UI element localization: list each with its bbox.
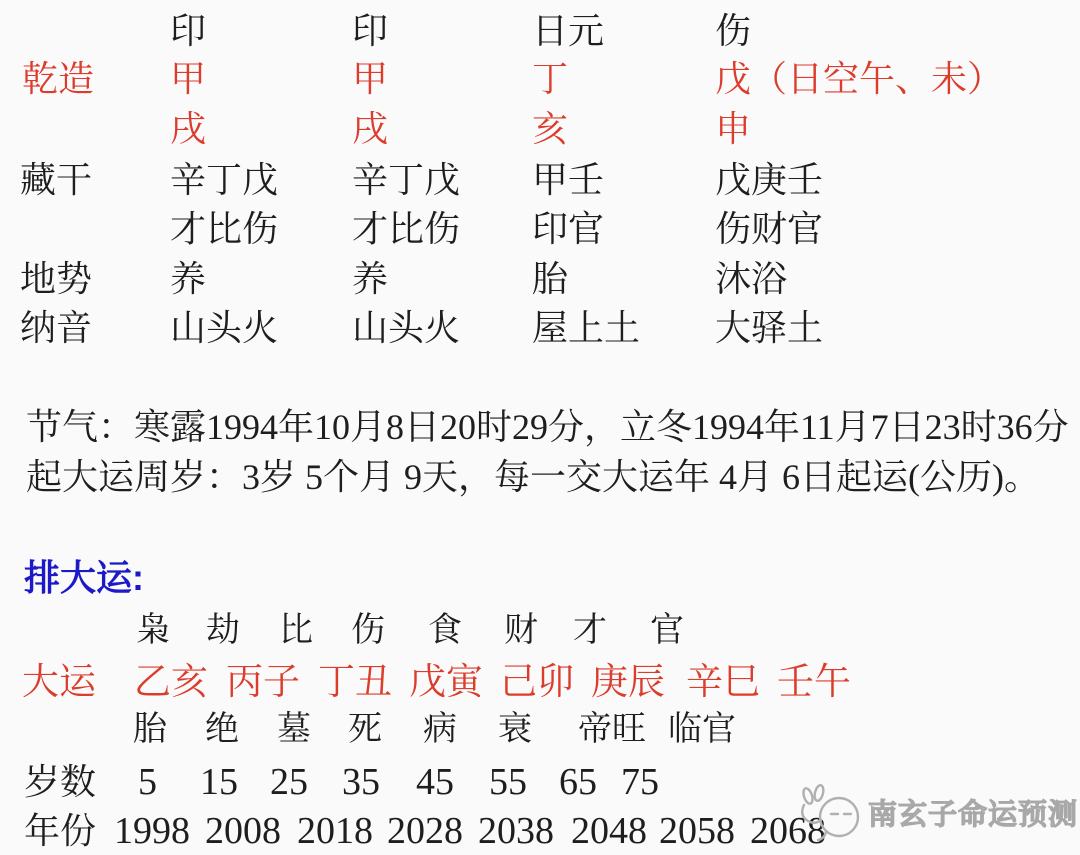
age-7: 65 — [559, 761, 597, 803]
dishi-day: 胎 — [532, 258, 569, 299]
nayin-hour: 大驿土 — [715, 307, 824, 348]
day-void-note: （日空午、未） — [751, 58, 1004, 99]
year-stem: 甲 — [170, 58, 207, 99]
hidden-stems-day: 甲壬 — [532, 159, 605, 200]
chart-type-label: 乾造 — [22, 58, 95, 99]
watermark-logo-icon — [798, 784, 864, 849]
year-2: 2008 — [205, 810, 281, 852]
dayun-god-8: 官 — [650, 611, 684, 649]
dayun-row-label: 大运 — [22, 661, 96, 702]
dayun-god-2: 劫 — [206, 611, 240, 649]
age-2: 15 — [200, 761, 238, 803]
dayun-god-3: 比 — [279, 611, 313, 649]
dayun-god-1: 枭 — [136, 611, 170, 649]
dayun-section-title: 排大运: — [24, 557, 144, 598]
day-stem: 丁 — [532, 58, 569, 99]
dayun-pillar-5: 己卯 — [500, 661, 574, 702]
age-row-label: 岁数 — [24, 761, 97, 802]
hidden-stems-year: 辛丁戊 — [170, 159, 279, 200]
dayun-god-7: 才 — [573, 611, 607, 649]
dayun-stage-6: 衰 — [498, 710, 532, 748]
age-5: 45 — [416, 761, 454, 803]
hidden-stems-month: 辛丁戊 — [352, 159, 461, 200]
solar-terms-line: 节气：寒露1994年10月8日20时29分，立冬1994年11月7日23时36分 — [26, 407, 1069, 447]
age-3: 25 — [270, 761, 308, 803]
dayun-stage-1: 胎 — [133, 710, 167, 748]
hidden-stems-label: 藏干 — [20, 159, 93, 200]
hour-stem — [715, 58, 1004, 99]
age-6: 55 — [489, 761, 527, 803]
hidden-gods-day: 印官 — [532, 208, 605, 249]
year-3: 2018 — [297, 810, 373, 852]
dayun-pillar-4: 戊寅 — [409, 661, 483, 702]
watermark-text: 南玄子命运预测 — [868, 799, 1079, 831]
age-4: 35 — [342, 761, 380, 803]
year-6: 2048 — [571, 810, 647, 852]
hidden-gods-hour: 伤财官 — [715, 208, 824, 249]
dayun-stage-3: 墓 — [277, 710, 311, 748]
nayin-year: 山头火 — [170, 307, 279, 348]
age-8: 75 — [621, 761, 659, 803]
dayun-god-6: 财 — [504, 611, 538, 649]
dayun-pillar-2: 丙子 — [226, 661, 300, 702]
day-branch: 亥 — [532, 108, 569, 149]
month-branch: 戌 — [352, 108, 389, 149]
dishi-year: 养 — [170, 258, 207, 299]
year-7: 2058 — [659, 810, 735, 852]
dishi-month: 养 — [352, 258, 389, 299]
hour-stem-char: 戊 — [715, 58, 752, 99]
dishi-label: 地势 — [20, 258, 93, 299]
dishi-hour: 沐浴 — [715, 258, 788, 299]
tengod-month: 印 — [352, 10, 389, 51]
year-branch: 戌 — [170, 108, 207, 149]
age-1: 5 — [138, 761, 157, 803]
dayun-god-5: 食 — [428, 611, 462, 649]
nayin-day: 屋上土 — [532, 307, 641, 348]
dayun-stage-8: 临官 — [668, 710, 736, 748]
dayun-pillar-7: 辛巳 — [686, 661, 760, 702]
dayun-god-4: 伤 — [351, 611, 385, 649]
hour-branch: 申 — [715, 108, 752, 149]
month-stem: 甲 — [352, 58, 389, 99]
year-row-label: 年份 — [24, 810, 97, 851]
tengod-hour: 伤 — [715, 10, 752, 51]
dayun-stage-7: 帝旺 — [578, 710, 646, 748]
hidden-stems-hour: 戊庚壬 — [715, 159, 824, 200]
dayun-stage-2: 绝 — [205, 710, 239, 748]
dayun-pillar-1: 乙亥 — [134, 661, 208, 702]
dayun-pillar-8: 壬午 — [777, 661, 851, 702]
nayin-label: 纳音 — [20, 307, 93, 348]
hidden-gods-month: 才比伤 — [352, 208, 461, 249]
dayun-stage-5: 病 — [423, 710, 457, 748]
tengod-day-master: 日元 — [532, 10, 605, 51]
year-8: 2068 — [750, 810, 826, 852]
dayun-pillar-3: 丁丑 — [318, 661, 392, 702]
year-5: 2038 — [478, 810, 554, 852]
tengod-year: 印 — [170, 10, 207, 51]
dayun-pillar-6: 庚辰 — [591, 661, 665, 702]
hidden-gods-year: 才比伤 — [170, 208, 279, 249]
dayun-stage-4: 死 — [348, 710, 382, 748]
luck-start-line: 起大运周岁：3岁 5个月 9天，每一交大运年 4月 6日起运(公历)。 — [26, 457, 1040, 497]
year-4: 2028 — [387, 810, 463, 852]
nayin-month: 山头火 — [352, 307, 461, 348]
year-1: 1998 — [114, 810, 190, 852]
